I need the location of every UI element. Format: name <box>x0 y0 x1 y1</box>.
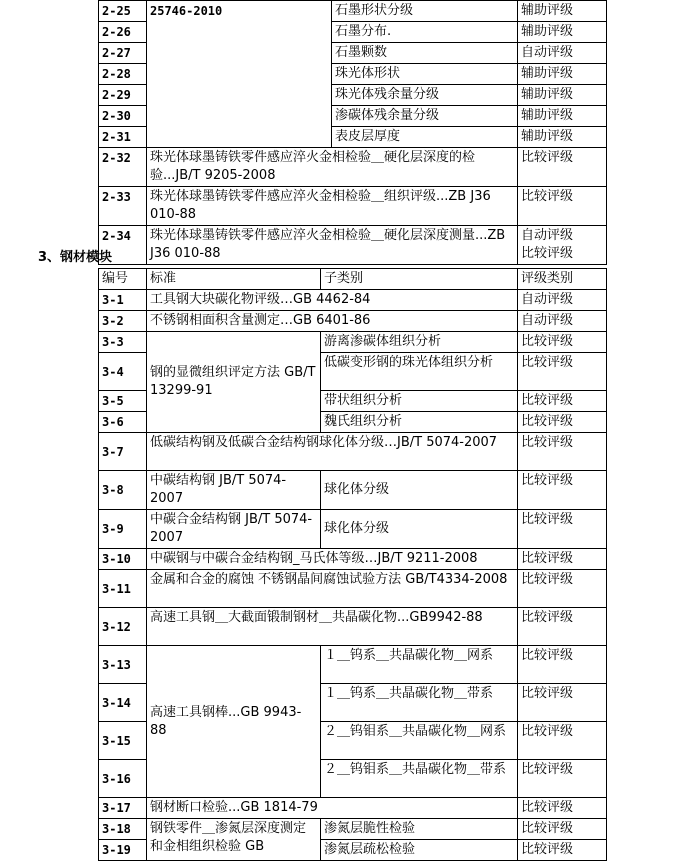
table-row <box>99 290 607 311</box>
row-id: 3-1 <box>99 290 147 311</box>
row-standard: 中碳合金结构钢 JB/T 5074-2007 <box>147 510 321 549</box>
header-subcategory: 子类别 <box>321 269 518 290</box>
row-subcategory: 石墨颗数 <box>332 43 518 64</box>
row-id: 3-16 <box>99 760 147 798</box>
row-grade: 辅助评级 <box>518 1 607 22</box>
row-subcategory: 魏氏组织分析 <box>321 412 518 433</box>
table-row <box>99 471 607 510</box>
table-row <box>99 332 607 353</box>
row-id: 3-11 <box>99 570 147 608</box>
row-grade: 比较评级 <box>518 646 607 684</box>
row-grade: 比较评级 <box>518 332 607 353</box>
table-row <box>99 433 607 471</box>
table-row <box>99 510 607 549</box>
row-grade: 比较评级 <box>518 760 607 798</box>
row-grade: 比较评级 <box>518 722 607 760</box>
row-id: 2-30 <box>99 106 147 127</box>
row-subcategory: 石墨形状分级 <box>332 1 518 22</box>
table-row <box>99 148 607 187</box>
row-standard: 25746-2010 <box>147 1 332 148</box>
row-grade: 自动评级 <box>518 290 607 311</box>
row-id: 3-14 <box>99 684 147 722</box>
row-id: 3-19 <box>99 840 147 861</box>
section-heading: 3、钢材模块 <box>38 250 113 265</box>
row-subcategory: 带状组织分析 <box>321 391 518 412</box>
row-grade: 比较评级 <box>518 570 607 608</box>
row-id: 3-5 <box>99 391 147 412</box>
row-standard: 中碳钢与中碳合金结构钢_马氏体等级…JB/T 9211-2008 <box>147 549 518 570</box>
table-row <box>99 570 607 608</box>
row-grade: 比较评级 <box>518 187 607 226</box>
row-standard: 高速工具钢棒...GB 9943-88 <box>147 646 321 798</box>
row-subcategory: 低碳变形钢的珠光体组织分析 <box>321 353 518 391</box>
row-subcategory: ２＿钨钼系＿共晶碳化物＿带系 <box>321 760 518 798</box>
row-id: 3-3 <box>99 332 147 353</box>
row-id: 3-15 <box>99 722 147 760</box>
row-grade: 比较评级 <box>518 684 607 722</box>
row-standard: 不锈钢相面积含量测定…GB 6401-86 <box>147 311 518 332</box>
row-subcategory: 石墨分布. <box>332 22 518 43</box>
table-row <box>99 819 607 840</box>
row-subcategory: 珠光体残余量分级 <box>332 85 518 106</box>
row-grade: 比较评级 <box>518 840 607 861</box>
row-id: 3-7 <box>99 433 147 471</box>
row-standard: 珠光体球墨铸铁零件感应淬火金相检验＿组织评级...ZB J36 010-88 <box>147 187 518 226</box>
row-grade: 自动评级 <box>518 311 607 332</box>
row-grade: 辅助评级 <box>518 64 607 85</box>
row-id: 3-18 <box>99 819 147 840</box>
row-id: 2-34 <box>99 226 147 265</box>
row-grade: 比较评级 <box>518 433 607 471</box>
row-grade: 辅助评级 <box>518 127 607 148</box>
row-subcategory: 游离渗碳体组织分析 <box>321 332 518 353</box>
row-id: 3-4 <box>99 353 147 391</box>
row-grade: 辅助评级 <box>518 22 607 43</box>
row-id: 2-28 <box>99 64 147 85</box>
row-id: 3-10 <box>99 549 147 570</box>
table-row <box>99 608 607 646</box>
row-standard: 珠光体球墨铸铁零件感应淬火金相检验＿硬化层深度测量...ZB J36 010-88 <box>147 226 518 265</box>
row-subcategory: 渗碳体残余量分级 <box>332 106 518 127</box>
row-subcategory: 球化体分级 <box>321 510 518 549</box>
row-grade: 比较评级 <box>518 819 607 840</box>
row-id: 3-12 <box>99 608 147 646</box>
row-id: 2-26 <box>99 22 147 43</box>
row-grade: 比较评级 <box>518 412 607 433</box>
row-grade: 辅助评级 <box>518 85 607 106</box>
row-subcategory: １＿钨系＿共晶碳化物＿网系 <box>321 646 518 684</box>
row-id: 3-6 <box>99 412 147 433</box>
row-id: 2-27 <box>99 43 147 64</box>
table-row <box>99 646 607 684</box>
row-standard: 钢铁零件＿渗氮层深度测定和金相组织检验 GB <box>147 819 321 861</box>
row-id: 3-17 <box>99 798 147 819</box>
row-grade: 自动评级 比较评级 <box>518 226 607 265</box>
row-grade: 比较评级 <box>518 353 607 391</box>
row-standard: 金属和合金的腐蚀 不锈钢晶间腐蚀试验方法 GB/T4334-2008 <box>147 570 518 608</box>
row-grade: 比较评级 <box>518 510 607 549</box>
row-grade: 比较评级 <box>518 391 607 412</box>
row-subcategory: 球化体分级 <box>321 471 518 510</box>
row-id: 3-2 <box>99 311 147 332</box>
row-subcategory: ２＿钨钼系＿共晶碳化物＿网系 <box>321 722 518 760</box>
row-grade: 比较评级 <box>518 148 607 187</box>
row-id: 3-9 <box>99 510 147 549</box>
row-subcategory: 渗氮层疏松检验 <box>321 840 518 861</box>
table-row <box>99 1 607 22</box>
header-grade: 评级类别 <box>518 269 607 290</box>
row-standard: 低碳结构钢及低碳合金结构钢球化体分级…JB/T 5074-2007 <box>147 433 518 471</box>
row-id: 2-32 <box>99 148 147 187</box>
row-standard: 钢材断口检验...GB 1814-79 <box>147 798 518 819</box>
header-standard: 标准 <box>147 269 321 290</box>
grading-table-steel-module <box>98 268 607 861</box>
table-row <box>99 798 607 819</box>
table-row <box>99 187 607 226</box>
row-id: 2-31 <box>99 127 147 148</box>
row-standard: 高速工具钢＿大截面锻制钢材＿共晶碳化物...GB9942-88 <box>147 608 518 646</box>
row-subcategory: 渗氮层脆性检验 <box>321 819 518 840</box>
row-subcategory: 珠光体形状 <box>332 64 518 85</box>
table-row <box>99 549 607 570</box>
row-grade: 比较评级 <box>518 549 607 570</box>
row-subcategory: １＿钨系＿共晶碳化物＿带系 <box>321 684 518 722</box>
row-id: 2-29 <box>99 85 147 106</box>
row-standard: 中碳结构钢 JB/T 5074-2007 <box>147 471 321 510</box>
row-id: 2-25 <box>99 1 147 22</box>
row-grade: 辅助评级 <box>518 106 607 127</box>
row-grade: 比较评级 <box>518 798 607 819</box>
grading-table-module-2 <box>98 0 607 265</box>
header-id: 编号 <box>99 269 147 290</box>
row-grade: 比较评级 <box>518 471 607 510</box>
row-grade: 自动评级 <box>518 43 607 64</box>
row-standard: 珠光体球墨铸铁零件感应淬火金相检验＿硬化层深度的检验...JB/T 9205-2008 <box>147 148 518 187</box>
row-subcategory: 表皮层厚度 <box>332 127 518 148</box>
row-standard: 工具钢大块碳化物评级…GB 4462-84 <box>147 290 518 311</box>
row-id: 3-13 <box>99 646 147 684</box>
row-grade: 比较评级 <box>518 608 607 646</box>
table-header-row <box>99 269 607 290</box>
table-row <box>99 311 607 332</box>
row-id: 3-8 <box>99 471 147 510</box>
row-id: 2-33 <box>99 187 147 226</box>
table-row <box>99 226 607 265</box>
row-standard: 钢的显微组织评定方法 GB/T 13299-91 <box>147 332 321 433</box>
